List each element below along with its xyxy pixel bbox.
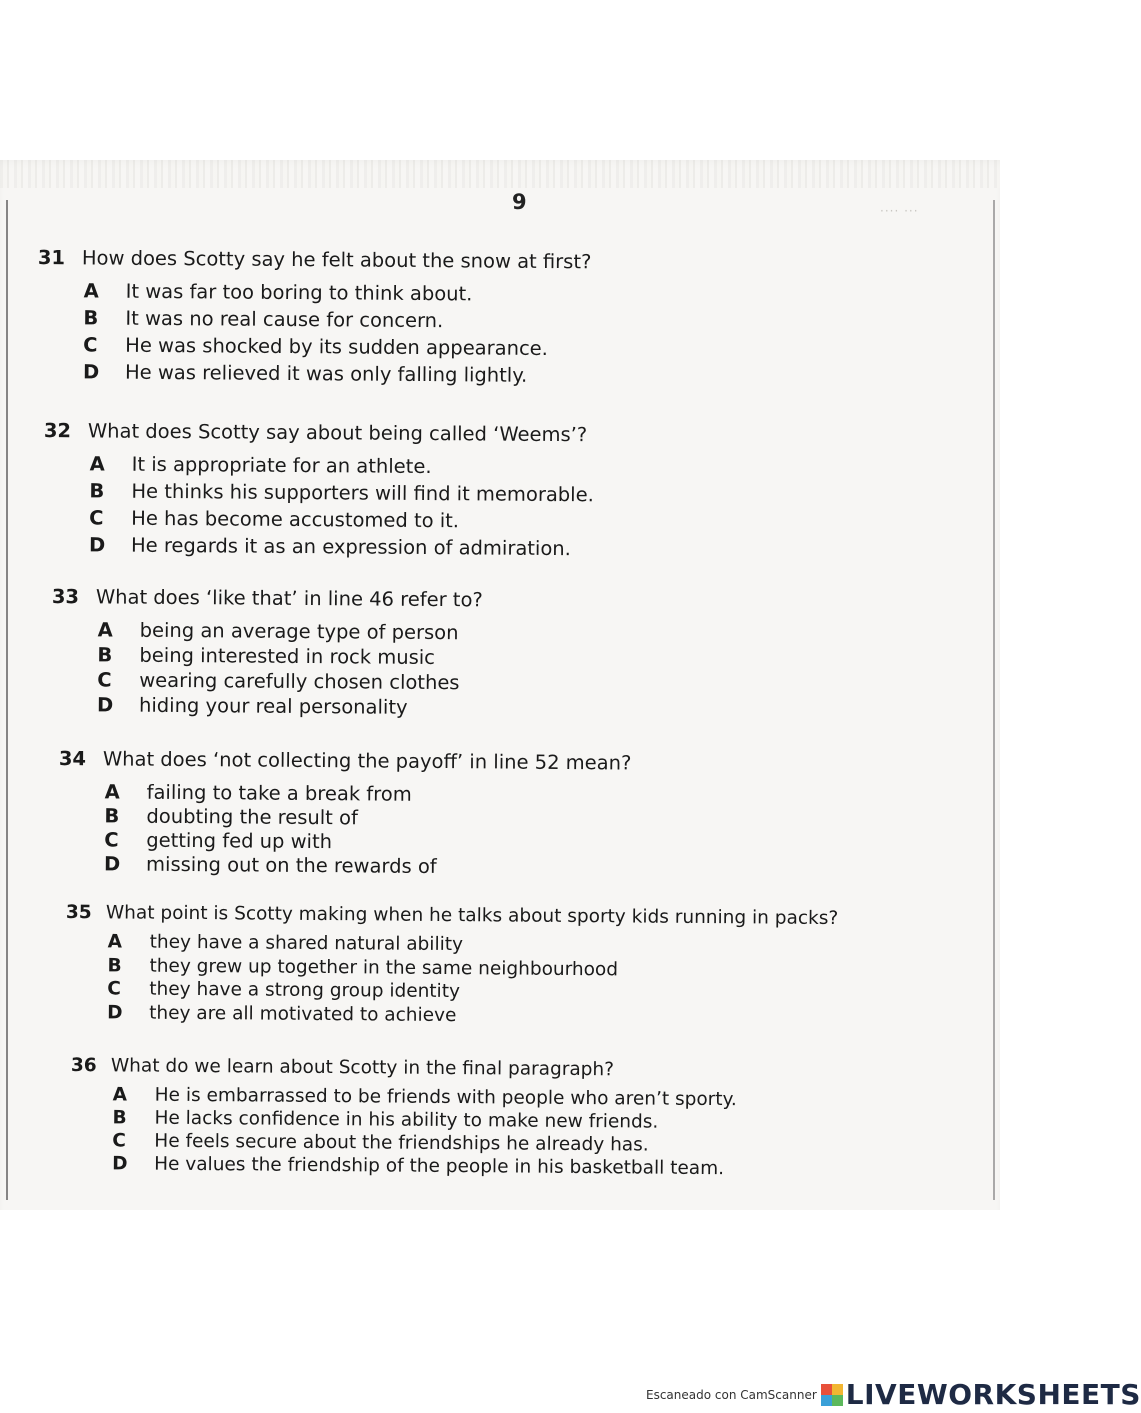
option-letter: B (89, 479, 105, 503)
option-text: He was relieved it was only falling lightly. (124, 360, 528, 387)
logo-square (821, 1395, 832, 1406)
option-letter: B (107, 954, 122, 976)
question-header (52, 585, 483, 611)
option-list (107, 931, 838, 1031)
option-letter: B (83, 306, 99, 330)
option-text: they have a shared natural ability (149, 931, 464, 956)
option-list (104, 780, 631, 880)
option-letter: C (89, 506, 104, 530)
option-text: He regards it as an expression of admiration. (130, 533, 571, 561)
question-text: How does Scotty say he felt about the snow at first? (81, 246, 592, 274)
option-text: He has become accustomed to it. (131, 506, 460, 533)
option-a[interactable] (84, 279, 592, 310)
question-number: 35 (65, 902, 92, 924)
logo-square (832, 1395, 843, 1406)
question-34 (58, 747, 631, 880)
question-header (59, 747, 632, 774)
question-31 (37, 246, 592, 391)
option-list (97, 618, 483, 721)
option-d[interactable] (107, 1002, 838, 1031)
option-c[interactable] (97, 668, 482, 696)
question-header (44, 419, 595, 446)
option-text: He lacks confidence in his ability to make new friends. (154, 1107, 659, 1133)
option-text: hiding your real personality (138, 693, 408, 719)
bleed-through-text: ···· ··· (880, 204, 919, 218)
question-header (38, 246, 592, 273)
option-letter: D (88, 533, 106, 557)
question-35 (65, 902, 838, 1031)
question-header (66, 902, 838, 929)
page-number: 9 (512, 190, 527, 214)
option-d[interactable] (89, 533, 594, 564)
question-text: What does Scotty say about being called ‘Weems’? (87, 419, 588, 447)
option-d[interactable] (83, 360, 591, 391)
question-text: What does ‘not collecting the payoff’ in line 52 mean? (102, 747, 632, 775)
option-list (112, 1084, 737, 1181)
option-text: failing to take a break from (146, 780, 412, 806)
scanned-page (0, 160, 1000, 1210)
option-text: It was no real cause for concern. (125, 306, 444, 333)
option-letter: C (83, 333, 98, 357)
option-b[interactable] (97, 643, 482, 671)
question-number: 32 (43, 419, 72, 443)
option-d[interactable] (112, 1153, 736, 1181)
option-letter: C (104, 828, 119, 852)
option-text: doubting the result of (146, 804, 358, 830)
option-a[interactable] (90, 452, 595, 483)
option-a[interactable] (98, 618, 483, 646)
option-text: getting fed up with (146, 828, 333, 854)
right-margin-line (993, 200, 995, 1200)
scan-edge-noise (0, 160, 1000, 188)
option-text: they grew up together in the same neighbourhood (149, 955, 619, 980)
left-margin-line (6, 200, 8, 1200)
question-header (71, 1055, 737, 1081)
option-text: being an average type of person (139, 618, 459, 645)
question-32 (43, 419, 595, 564)
option-letter: D (103, 852, 121, 876)
option-b[interactable] (83, 306, 591, 337)
option-letter: B (112, 1107, 127, 1129)
option-letter: A (104, 780, 120, 804)
question-text: What do we learn about Scotty in the final paragraph? (110, 1055, 615, 1081)
question-text: What point is Scotty making when he talks about sporty kids running in packs? (105, 902, 839, 930)
option-text: He was shocked by its sudden appearance. (125, 333, 549, 361)
question-number: 34 (58, 747, 87, 771)
question-number: 33 (51, 585, 80, 609)
option-letter: C (112, 1130, 126, 1152)
scanner-credit: Escaneado con CamScanner (646, 1387, 817, 1402)
option-letter: A (83, 279, 99, 303)
option-letter: D (107, 1001, 123, 1023)
question-text: What does ‘like that’ in line 46 refer to? (95, 585, 483, 612)
option-text: they are all motivated to achieve (149, 1002, 457, 1026)
option-letter: A (97, 618, 113, 642)
option-d[interactable] (97, 693, 482, 721)
liveworksheets-brand[interactable]: LIVEWORKSHEETS (845, 1378, 1141, 1411)
option-letter: A (89, 452, 105, 476)
option-text: It is appropriate for an athlete. (131, 452, 432, 479)
question-number: 31 (37, 246, 66, 270)
question-36 (70, 1055, 737, 1181)
option-d[interactable] (104, 852, 631, 880)
option-text: being interested in rock music (139, 643, 436, 670)
option-letter: D (112, 1153, 128, 1175)
question-number: 36 (70, 1055, 97, 1077)
question-33 (51, 585, 483, 721)
option-letter: C (107, 978, 121, 1000)
option-letter: D (82, 360, 100, 384)
option-letter: C (97, 668, 112, 692)
logo-square (832, 1384, 843, 1395)
option-list (89, 452, 594, 564)
option-c[interactable] (83, 333, 591, 364)
option-text: He values the friendship of the people in his basketball team. (154, 1153, 725, 1180)
option-letter: B (104, 804, 120, 828)
option-letter: A (112, 1084, 128, 1106)
option-text: wearing carefully chosen clothes (139, 668, 460, 695)
option-letter: A (107, 931, 123, 953)
footer (646, 1378, 1141, 1411)
logo-square (821, 1384, 832, 1395)
option-list (83, 279, 591, 391)
option-b[interactable] (89, 479, 594, 510)
liveworksheets-logo-icon (821, 1384, 843, 1406)
option-text: He thinks his supporters will find it memorable. (131, 479, 594, 507)
option-text: It was far too boring to think about. (125, 279, 473, 306)
option-letter: D (96, 693, 114, 717)
option-text: He is embarrassed to be friends with people who aren’t sporty. (154, 1084, 737, 1111)
option-c[interactable] (89, 506, 594, 537)
option-text: missing out on the rewards of (145, 852, 437, 878)
option-text: He feels secure about the friendships he already has. (154, 1130, 649, 1156)
option-text: they have a strong group identity (149, 978, 461, 1003)
option-letter: B (97, 643, 113, 667)
